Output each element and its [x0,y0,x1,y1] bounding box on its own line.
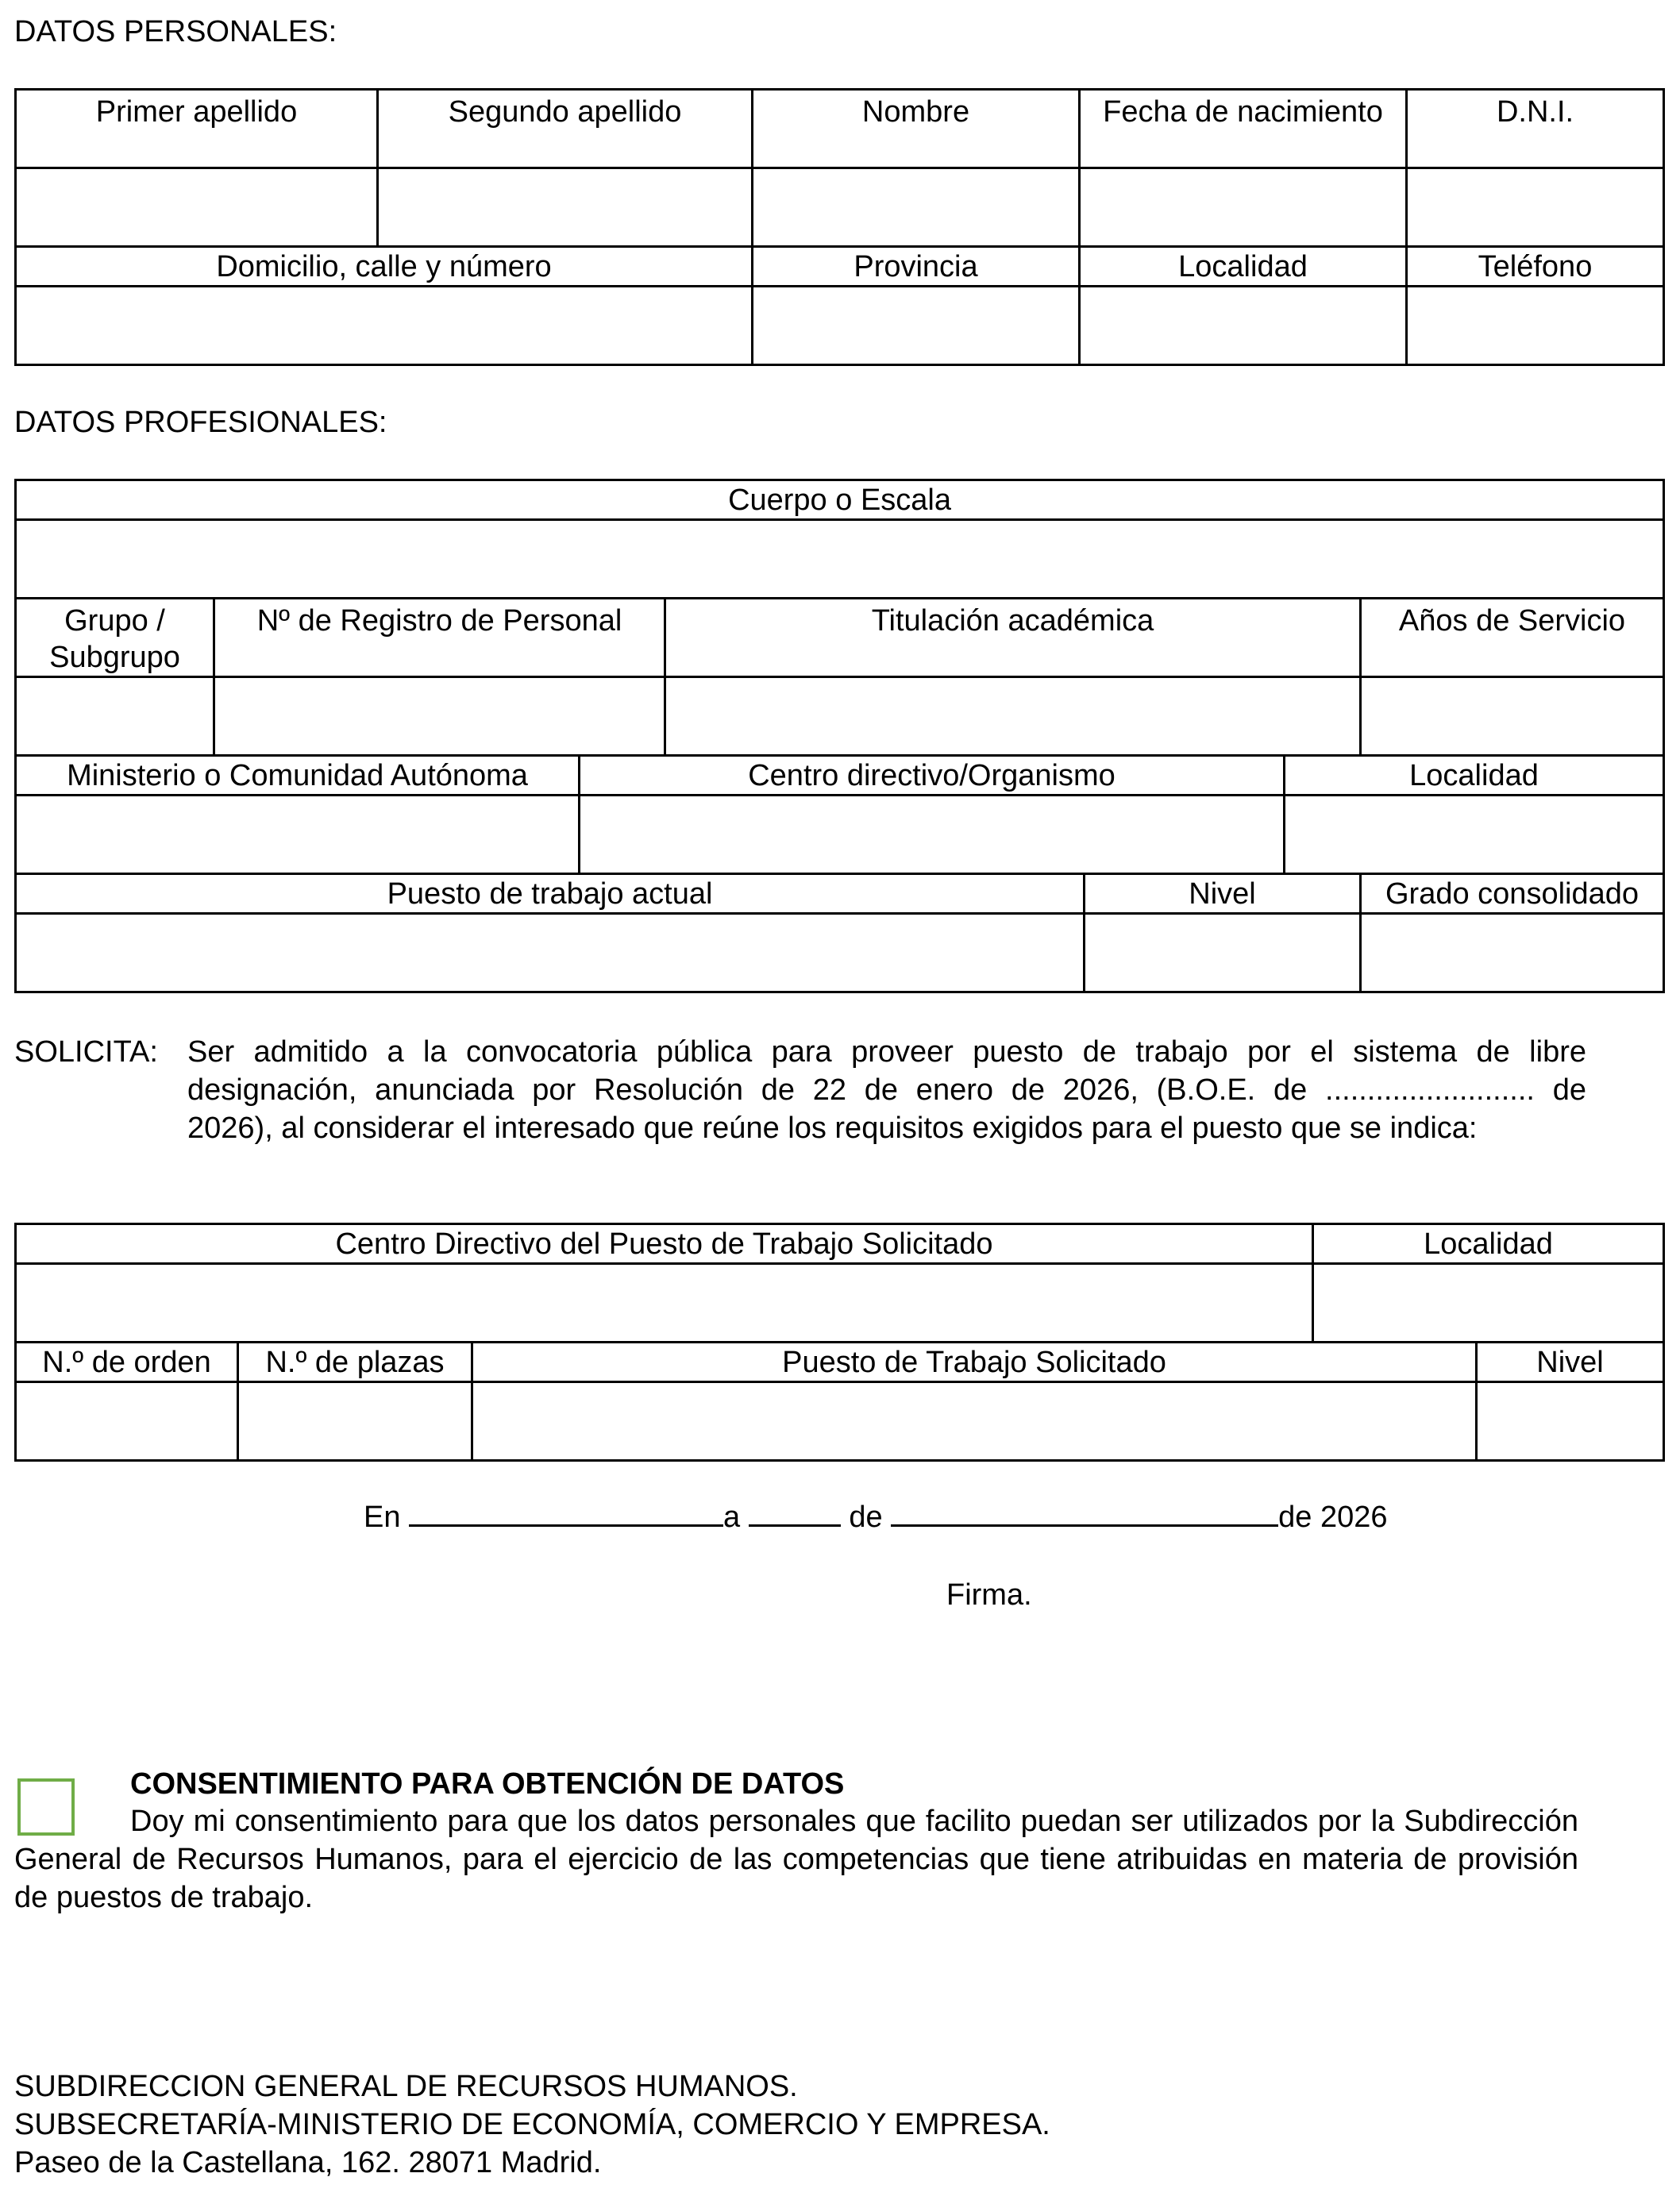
header-segundo-apellido: Segundo apellido [378,90,753,168]
header-telefono: Teléfono [1407,247,1664,287]
input-nivel-solicitado[interactable] [1477,1382,1664,1461]
input-localidad-solicitada[interactable] [1313,1264,1664,1343]
solicita-line-2: designación, anunciada por Resolución de 22 de enero de 2026, (B.O.E. de ......................... de [187,1073,1586,1107]
header-fecha-nacimiento: Fecha de nacimiento [1080,90,1407,168]
footer-line-3: Paseo de la Castellana, 162. 28071 Madrid. [14,2146,602,2179]
header-numero-orden: N.º de orden [16,1343,238,1382]
section-title-professional: DATOS PROFESIONALES: [14,406,387,439]
footer-line-1: SUBDIRECCION GENERAL DE RECURSOS HUMANOS. [14,2070,798,2103]
header-localidad-solicitada: Localidad [1313,1224,1664,1264]
input-nombre[interactable] [753,168,1080,247]
input-segundo-apellido[interactable] [378,168,753,247]
header-numero-plazas: N.º de plazas [238,1343,472,1382]
solicita-paragraph [14,1033,1586,1147]
professional-data-table [14,479,1665,599]
input-puesto-actual[interactable] [16,914,1085,992]
date-de-label: de [849,1501,883,1534]
input-domicilio[interactable] [16,287,753,365]
day-blank-field[interactable] [749,1497,841,1527]
date-year-label: de 2026 [1278,1501,1388,1534]
professional-row4-table [14,873,1665,993]
input-telefono[interactable] [1407,287,1664,365]
month-blank-field[interactable] [891,1497,1278,1527]
header-nivel-solicitado: Nivel [1477,1343,1664,1382]
header-nivel-actual: Nivel [1085,874,1361,914]
professional-row3-table [14,754,1665,875]
solicita-line-3: 2026), al considerar el interesado que reúne los requisitos exigidos para el puesto que se indica: [187,1112,1478,1145]
date-a-label: a [723,1501,741,1534]
signature-date-line [364,1497,1388,1535]
input-fecha-nacimiento[interactable] [1080,168,1407,247]
input-cuerpo-escala[interactable] [16,520,1664,599]
personal-data-table [14,88,1665,366]
consent-text: Doy mi consentimiento para que los datos personales que facilito puedan ser utilizados por la Subdirección General de Recursos Humanos, para el ejercicio de las competencias que tiene atribuidas en materia de provisión de puestos de trabajo. [14,1805,1578,1914]
header-anos-servicio: Años de Servicio [1361,599,1664,677]
input-numero-orden[interactable] [16,1382,238,1461]
solicita-line-1: Ser admitido a la convocatoria pública para proveer puesto de trabajo por el sistema de libre [187,1035,1586,1069]
input-centro-directivo[interactable] [580,796,1285,874]
input-primer-apellido[interactable] [16,168,378,247]
footer-address [14,2067,1050,2182]
input-puesto-solicitado[interactable] [472,1382,1477,1461]
input-dni[interactable] [1407,168,1664,247]
requested-post-row2-table [14,1341,1665,1462]
input-grupo-subgrupo[interactable] [16,677,214,756]
input-localidad[interactable] [1080,287,1407,365]
input-registro-personal[interactable] [214,677,665,756]
header-domicilio: Domicilio, calle y número [16,247,753,287]
consent-title: CONSENTIMIENTO PARA OBTENCIÓN DE DATOS [130,1767,845,1801]
solicita-label: SOLICITA: [14,1035,158,1069]
footer-line-2: SUBSECRETARÍA-MINISTERIO DE ECONOMÍA, COMERCIO Y EMPRESA. [14,2108,1050,2141]
input-localidad-prof[interactable] [1285,796,1664,874]
header-grupo-subgrupo: Grupo / Subgrupo [16,599,214,677]
header-centro-directivo: Centro directivo/Organismo [580,756,1285,796]
input-nivel-actual[interactable] [1085,914,1361,992]
input-centro-solicitado[interactable] [16,1264,1313,1343]
header-grado-consolidado: Grado consolidado [1361,874,1664,914]
header-centro-solicitado: Centro Directivo del Puesto de Trabajo Solicitado [16,1224,1313,1264]
input-numero-plazas[interactable] [238,1382,472,1461]
header-puesto-actual: Puesto de trabajo actual [16,874,1085,914]
input-provincia[interactable] [753,287,1080,365]
signature-label: Firma. [946,1578,1032,1612]
input-titulacion[interactable] [665,677,1361,756]
professional-row2-table [14,597,1665,757]
place-blank-field[interactable] [409,1497,723,1527]
header-registro-personal: Nº de Registro de Personal [214,599,665,677]
header-puesto-solicitado: Puesto de Trabajo Solicitado [472,1343,1477,1382]
header-localidad-prof: Localidad [1285,756,1664,796]
date-en-label: En [364,1501,401,1534]
section-title-personal: DATOS PERSONALES: [14,15,337,48]
input-ministerio[interactable] [16,796,580,874]
input-grado-consolidado[interactable] [1361,914,1664,992]
input-anos-servicio[interactable] [1361,677,1664,756]
header-ministerio: Ministerio o Comunidad Autónoma [16,756,580,796]
header-provincia: Provincia [753,247,1080,287]
header-primer-apellido: Primer apellido [16,90,378,168]
header-titulacion: Titulación académica [665,599,1361,677]
requested-post-table [14,1223,1665,1343]
header-dni: D.N.I. [1407,90,1664,168]
header-nombre: Nombre [753,90,1080,168]
header-localidad: Localidad [1080,247,1407,287]
header-cuerpo-escala: Cuerpo o Escala [16,480,1664,520]
